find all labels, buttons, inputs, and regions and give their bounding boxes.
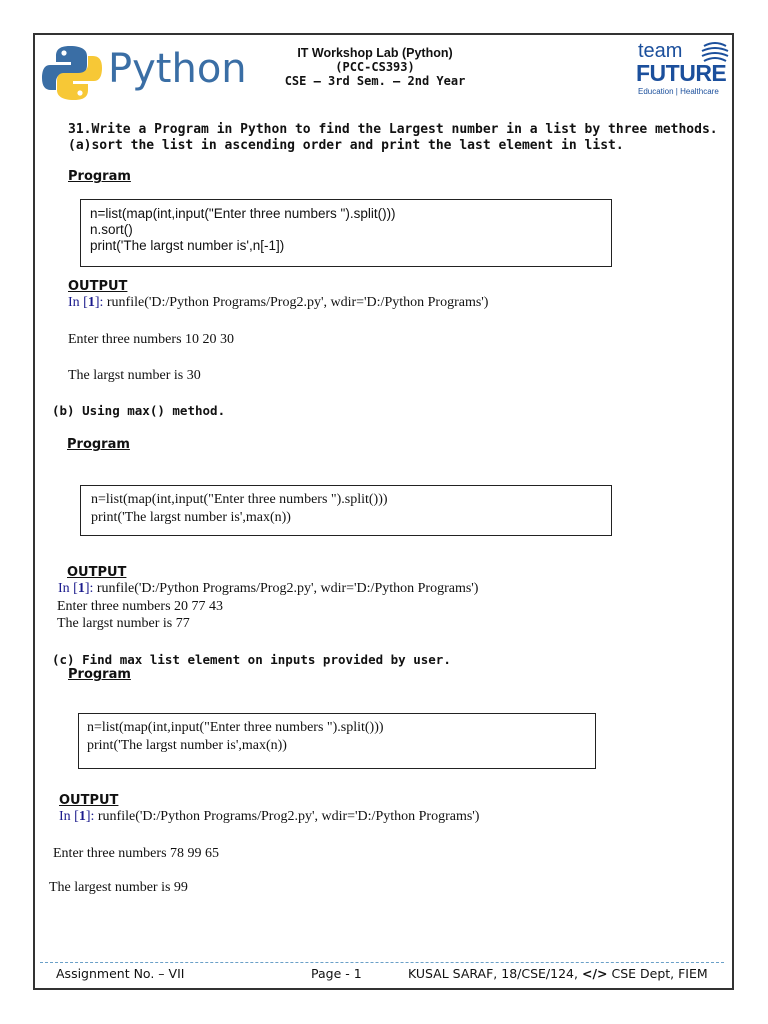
output-line: The largst number is 30 (68, 368, 201, 383)
output-line: Enter three numbers 10 20 30 (68, 332, 235, 347)
course-code: (PCC-CS393) (335, 60, 415, 74)
program-label-b: Program (67, 437, 130, 452)
footer-author: KUSAL SARAF, 18/CSE/124, </> CSE Dept, FIEM (408, 966, 708, 981)
footer-page: Page - 1 (311, 966, 362, 981)
team-future-logo (636, 40, 732, 98)
output-label-c: OUTPUT (59, 793, 119, 808)
wave-icon (700, 40, 730, 62)
program-label-c: Program (68, 667, 131, 682)
runfile-line-b: In [1]: runfile('D:/Python Programs/Prog2.py', wdir='D:/Python Programs') (58, 581, 479, 596)
code-line: print('The largst number is',max(n)) (87, 738, 287, 753)
header-title (270, 46, 480, 88)
python-logo (40, 40, 247, 104)
runfile-line-a: In [1]: runfile('D:/Python Programs/Prog2.py', wdir='D:/Python Programs') (68, 295, 489, 310)
program-label-a: Program (68, 169, 131, 184)
code-line: n=list(map(int,input("Enter three numbers ").split())) (87, 720, 384, 735)
future-word: FUTURE (636, 60, 727, 86)
output-line: The largest number is 99 (49, 880, 188, 895)
runfile-line-c: In [1]: runfile('D:/Python Programs/Prog2.py', wdir='D:/Python Programs') (59, 809, 480, 824)
code-box-a (80, 199, 612, 267)
code-line: n=list(map(int,input("Enter three numbers ").split())) (90, 206, 396, 221)
semester-line: CSE – 3rd Sem. – 2nd Year (284, 74, 466, 88)
code-icon: </> (581, 966, 608, 981)
output-line: Enter three numbers 78 99 65 (53, 846, 220, 861)
footer-divider (40, 962, 724, 963)
output-line: The largst number is 77 (57, 616, 190, 631)
question-line-2: (a)sort the list in ascending order and print the last element in list. (68, 138, 624, 153)
python-wordmark: Python (108, 46, 247, 92)
section-b-heading: (b) Using max() method. (52, 403, 226, 418)
code-box-b (80, 485, 612, 536)
code-line: n=list(map(int,input("Enter three numbers ").split())) (91, 492, 388, 507)
section-c-heading: (c) Find max list element on inputs provided by user. (52, 652, 451, 667)
output-label-a: OUTPUT (68, 279, 128, 294)
question-line-1: 31.Write a Program in Python to find the Largest number in a list by three methods. (68, 122, 718, 137)
output-label-b: OUTPUT (67, 565, 127, 580)
course-title: IT Workshop Lab (Python) (297, 46, 453, 60)
code-box-c (78, 713, 596, 769)
code-line: print('The largst number is',n[-1]) (90, 238, 285, 253)
footer-assignment: Assignment No. – VII (56, 966, 185, 981)
team-tagline: Education | Healthcare (638, 87, 719, 96)
team-word: team (638, 40, 683, 62)
code-line: n.sort() (90, 222, 133, 237)
code-line: print('The largst number is',max(n)) (91, 510, 291, 525)
output-line: Enter three numbers 20 77 43 (57, 599, 224, 614)
